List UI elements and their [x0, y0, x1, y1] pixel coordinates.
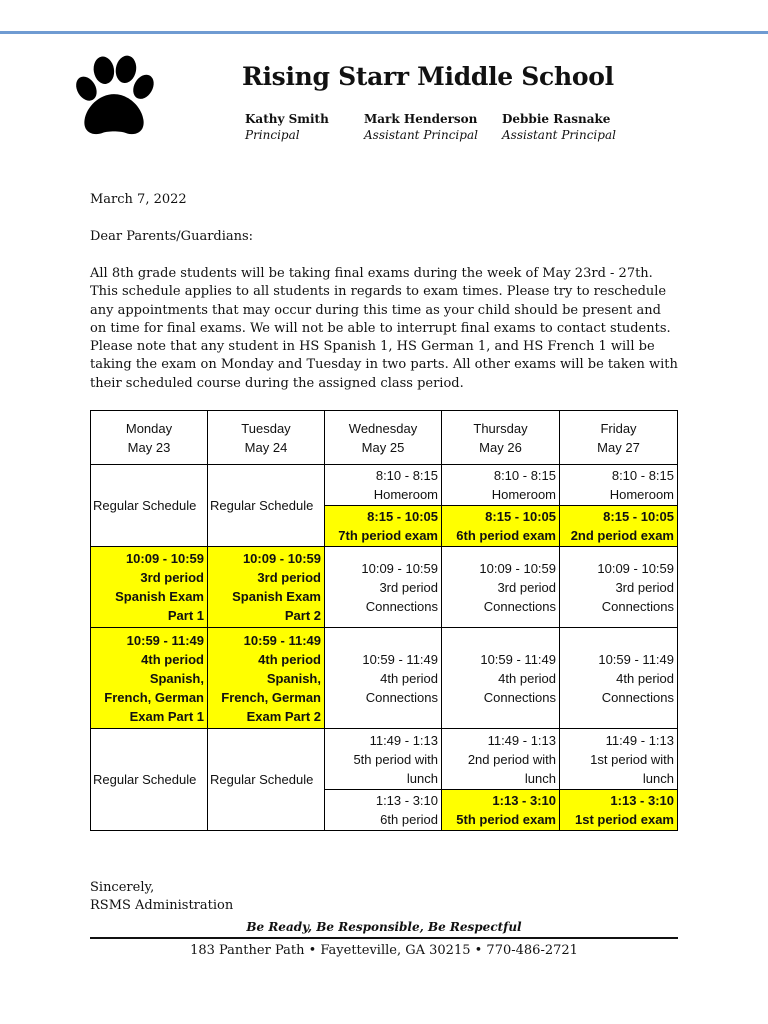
day-label: Wednesday: [348, 420, 418, 436]
date-label: May 24: [244, 439, 288, 455]
closing-salutation: Sincerely,: [90, 880, 155, 895]
cell-wednesday-fourth-period: 10:59 - 11:49 4th period Connections: [325, 628, 442, 729]
cell-monday-regular-afternoon: Regular Schedule: [91, 729, 208, 831]
cell-monday-third-period: 10:09 - 10:59 3rd period Spanish Exam Part 1: [91, 547, 208, 628]
school-name: Rising Starr Middle School: [242, 62, 614, 91]
cell-thursday-fourth-period: 10:59 - 11:49 4th period Connections: [442, 628, 560, 729]
cell-wednesday-exam: 8:15 - 10:05 7th period exam: [325, 506, 442, 547]
cell-monday-regular: Regular Schedule: [91, 465, 208, 547]
staff-role: Principal: [245, 128, 300, 142]
staff-role: Assistant Principal: [502, 128, 616, 142]
cell-friday-last: 1:13 - 3:10 1st period exam: [560, 790, 678, 831]
cell-thursday-homeroom: 8:10 - 8:15 Homeroom: [442, 465, 560, 506]
table-row-homeroom: [91, 465, 678, 506]
cell-tuesday-third-period: 10:09 - 10:59 3rd period Spanish Exam Part 2: [208, 547, 325, 628]
cell-wednesday-third-period: 10:09 - 10:59 3rd period Connections: [325, 547, 442, 628]
cell-tuesday-fourth-period: 10:59 - 11:49 4th period Spanish, French, German Exam Part 2: [208, 628, 325, 729]
staff-name: Debbie Rasnake: [502, 112, 611, 126]
table-row-lunch: [91, 729, 678, 790]
closing-signature: RSMS Administration: [90, 898, 234, 913]
date-label: May 26: [479, 439, 522, 455]
staff-assistant-principal-1: [364, 111, 478, 143]
cell-friday-fourth-period: 10:59 - 11:49 4th period Connections: [560, 628, 678, 729]
table-row-fourth-period: [91, 628, 678, 729]
day-label: Monday: [125, 420, 173, 436]
cell-thursday-third-period: 10:09 - 10:59 3rd period Connections: [442, 547, 560, 628]
letter-greeting: Dear Parents/Guardians:: [90, 229, 254, 244]
cell-monday-fourth-period: 10:59 - 11:49 4th period Spanish, French, German Exam Part 1: [91, 628, 208, 729]
day-label: Friday: [600, 420, 637, 436]
letter-body: All 8th grade students will be taking final exams during the week of May 23rd - 27th. This schedule applies to all students in regards to exam times. Please try to reschedule any appointments that may occur during this time as your child should be present and on time for final exams. We will not be able to interrupt final exams to contact students. Please note that any student in HS Spanish 1, HS German 1, and HS French 1 will be taking the exam on Monday and Tuesday in two parts. All other exams will be taken with their scheduled course during the assigned class period.: [90, 266, 678, 391]
date-label: May 23: [127, 439, 171, 455]
cell-tuesday-regular-afternoon: Regular Schedule: [208, 729, 325, 831]
cell-friday-exam: 8:15 - 10:05 2nd period exam: [560, 506, 678, 547]
header-rule: [0, 31, 768, 34]
cell-friday-third-period: 10:09 - 10:59 3rd period Connections: [560, 547, 678, 628]
cell-friday-homeroom: 8:10 - 8:15 Homeroom: [560, 465, 678, 506]
day-label: Tuesday: [241, 420, 291, 436]
cell-thursday-lunch: 11:49 - 1:13 2nd period with lunch: [442, 729, 560, 790]
cell-tuesday-regular: Regular Schedule: [208, 465, 325, 547]
staff-role: Assistant Principal: [364, 128, 478, 142]
paw-print-icon: [68, 50, 160, 142]
header-thursday: [442, 411, 560, 465]
cell-wednesday-homeroom: 8:10 - 8:15 Homeroom: [325, 465, 442, 506]
letter-date: March 7, 2022: [90, 192, 187, 207]
cell-thursday-last: 1:13 - 3:10 5th period exam: [442, 790, 560, 831]
cell-wednesday-lunch: 11:49 - 1:13 5th period with lunch: [325, 729, 442, 790]
date-label: May 25: [361, 439, 405, 455]
exam-schedule-table: [90, 410, 678, 831]
table-header-row: [91, 411, 678, 465]
header-wednesday: [325, 411, 442, 465]
cell-wednesday-last: 1:13 - 3:10 6th period: [325, 790, 442, 831]
cell-friday-lunch: 11:49 - 1:13 1st period with lunch: [560, 729, 678, 790]
staff-assistant-principal-2: [502, 111, 616, 143]
date-label: May 27: [597, 439, 640, 455]
footer-rule: [90, 937, 678, 939]
day-label: Thursday: [473, 420, 528, 436]
school-address: 183 Panther Path • Fayetteville, GA 30215 • 770-486-2721: [190, 943, 578, 958]
school-motto: Be Ready, Be Responsible, Be Respectful: [246, 920, 522, 934]
cell-thursday-exam: 8:15 - 10:05 6th period exam: [442, 506, 560, 547]
header-tuesday: [208, 411, 325, 465]
header-monday: [91, 411, 208, 465]
header-friday: [560, 411, 678, 465]
staff-name: Kathy Smith: [245, 112, 329, 126]
staff-principal: [245, 111, 329, 143]
table-row-third-period: [91, 547, 678, 628]
staff-name: Mark Henderson: [364, 112, 478, 126]
letter-closing: [90, 879, 233, 915]
